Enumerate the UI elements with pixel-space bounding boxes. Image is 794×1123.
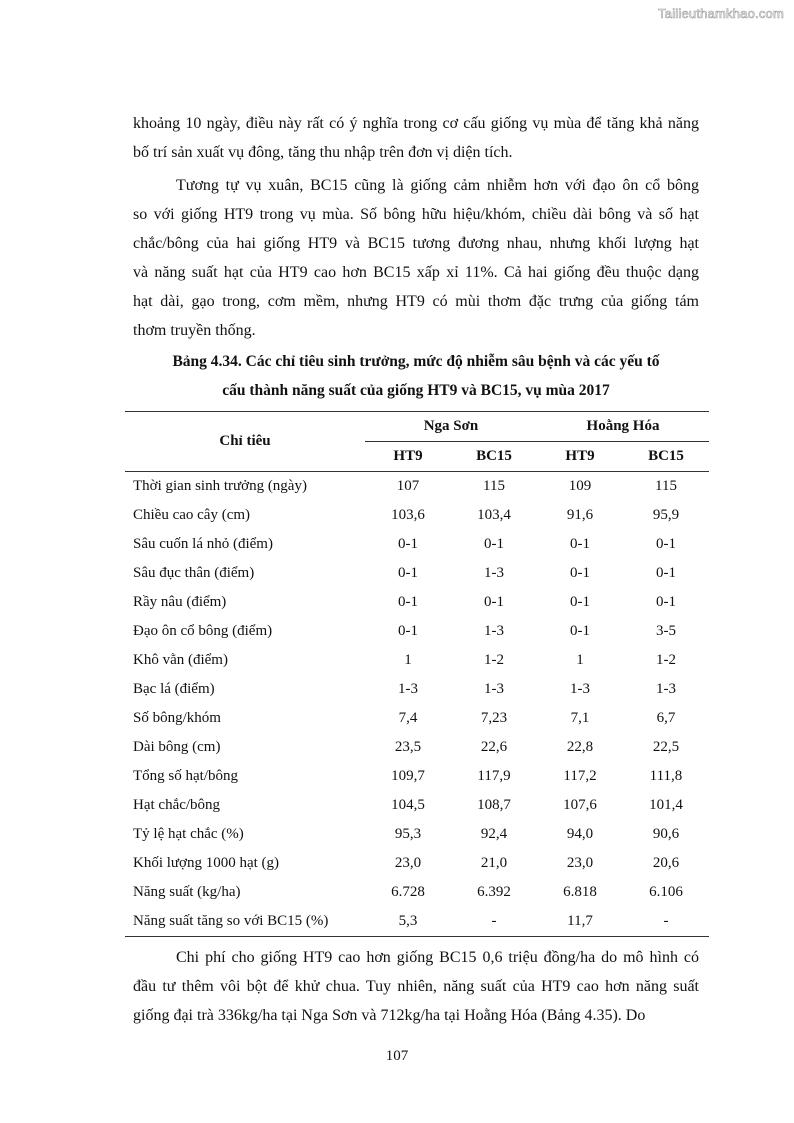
table-cell: 111,8: [649, 768, 683, 784]
row-label: Năng suất tăng so với BC15 (%): [125, 907, 365, 937]
text-line: hạt dài, gạo trong, cơm mềm, nhưng HT9 có mùi thơm đặc trưng của giống tám: [133, 293, 699, 310]
row-label: Bạc lá (điểm): [133, 681, 215, 697]
table-cell: 108,7: [477, 797, 511, 813]
table-cell: 1-3: [570, 681, 590, 697]
text-line: bố trí sản xuất vụ đông, tăng thu nhập trên đơn vị diện tích.: [133, 144, 513, 161]
table-cell: 6.728: [391, 884, 425, 900]
table-cell: 115: [483, 478, 505, 494]
page-content: [133, 109, 699, 1030]
caption-line: Bảng 4.34. Các chỉ tiêu sinh trưởng, mức độ nhiễm sâu bệnh và các yếu tố: [172, 353, 660, 370]
row-label: Khô vằn (điểm): [133, 652, 228, 668]
text-line: Chi phí cho giống HT9 cao hơn giống BC15 0,6 triệu đồng/ha do mô hình có: [176, 949, 699, 966]
text-line: so với giống HT9 trong vụ mùa. Số bông hữu hiệu/khóm, chiều dài bông và số hạt: [133, 206, 699, 223]
group-header-hoang-hoa: Hoằng Hóa: [537, 412, 709, 442]
table-row: [125, 762, 709, 791]
table-cell: 0-1: [570, 565, 590, 581]
table-row: [125, 704, 709, 733]
table-cell: 103,4: [477, 507, 511, 523]
row-label: Khối lượng 1000 hạt (g): [133, 855, 280, 871]
row-label: Số bông/khóm: [133, 710, 221, 726]
table-cell: 6.392: [477, 884, 511, 900]
table-row: [125, 849, 709, 878]
table-row: [125, 646, 709, 675]
table-row: [125, 733, 709, 762]
row-label: Rầy nâu (điểm): [133, 594, 227, 610]
table-cell: 3-5: [656, 623, 676, 639]
data-table: [125, 411, 709, 937]
table-cell: 1-3: [656, 681, 676, 697]
table-cell: 0-1: [398, 623, 418, 639]
table-cell: 7,1: [570, 710, 590, 726]
indicator-header: Chỉ tiêu: [125, 412, 365, 472]
table-cell: 0-1: [570, 536, 590, 552]
watermark: Tailieuthamkhao.com: [658, 6, 784, 21]
table-cell: 0-1: [570, 623, 590, 639]
row-label: Hạt chắc/bông: [133, 797, 221, 813]
row-label: Tổng số hạt/bông: [133, 768, 238, 784]
text-line: chắc/bông của hai giống HT9 và BC15 tương đương nhau, nhưng khối lượng hạt: [133, 235, 699, 252]
table-cell: 1-3: [484, 623, 504, 639]
table-row: [125, 501, 709, 530]
paragraph-3: [133, 943, 699, 1030]
table-cell: 117,9: [477, 768, 511, 784]
table-cell: 0-1: [398, 565, 418, 581]
table-cell: 0-1: [398, 536, 418, 552]
table-cell: 0-1: [570, 594, 590, 610]
table-cell: 6,7: [656, 710, 676, 726]
table-row: [125, 559, 709, 588]
text-line: khoảng 10 ngày, điều này rất có ý nghĩa trong cơ cấu giống vụ mùa để tăng khả năng: [133, 115, 699, 132]
row-label: Sâu cuốn lá nhỏ (điểm): [133, 536, 273, 552]
table-cell: 0-1: [656, 594, 676, 610]
table-cell: 1-2: [656, 652, 676, 668]
table-cell: 11,7: [537, 907, 623, 937]
table-cell: 22,6: [480, 739, 508, 755]
table-cell: 95,3: [394, 826, 422, 842]
row-label: Đạo ôn cổ bông (điểm): [133, 623, 273, 639]
text-line: và năng suất hạt của HT9 cao hơn BC15 xấp xỉ 11%. Cả hai giống đều thuộc dạng: [133, 264, 699, 281]
paragraph-1: [133, 109, 699, 167]
table-row: [125, 675, 709, 704]
paragraph-2: [133, 171, 699, 345]
table-cell: 109,7: [391, 768, 425, 784]
table-cell: 109: [568, 478, 592, 494]
table-row: [125, 588, 709, 617]
sub-header: HT9: [537, 442, 623, 472]
table-row: [125, 878, 709, 907]
table-row: [125, 472, 709, 502]
table-cell: 22,8: [566, 739, 594, 755]
table-cell: 117,2: [563, 768, 597, 784]
table-cell: 1: [576, 652, 584, 668]
row-label: Chiều cao cây (cm): [133, 507, 251, 523]
table-cell: 0-1: [398, 594, 418, 610]
table-cell: 21,0: [480, 855, 508, 871]
table-cell: 6.106: [649, 884, 683, 900]
table-cell: 23,5: [394, 739, 422, 755]
group-header-nga-son: Nga Sơn: [365, 412, 537, 442]
table-cell: -: [623, 907, 709, 937]
table-row: [125, 617, 709, 646]
table-cell: 5,3: [365, 907, 451, 937]
table-cell: 1: [404, 652, 412, 668]
table-row: [125, 820, 709, 849]
table-cell: 92,4: [480, 826, 508, 842]
text-line: thơm truyền thống.: [133, 322, 256, 339]
table-cell: 1-3: [484, 681, 504, 697]
table-cell: 101,4: [649, 797, 683, 813]
table-cell: 1-2: [484, 652, 504, 668]
sub-header: HT9: [365, 442, 451, 472]
page-number: 107: [385, 1048, 409, 1064]
table-caption: [133, 347, 699, 405]
caption-line: cấu thành năng suất của giống HT9 và BC15, vụ mùa 2017: [222, 382, 610, 399]
table-cell: 23,0: [394, 855, 422, 871]
table-cell: 94,0: [566, 826, 594, 842]
row-label: Dài bông (cm): [133, 739, 221, 755]
table-cell: 6.818: [563, 884, 597, 900]
table-cell: 95,9: [652, 507, 680, 523]
table-row: [125, 530, 709, 559]
table-cell: -: [451, 907, 537, 937]
table-cell: 107,6: [563, 797, 597, 813]
table-cell: 103,6: [391, 507, 425, 523]
table-cell: 1-3: [398, 681, 418, 697]
table-cell: 0-1: [656, 536, 676, 552]
table-cell: 115: [655, 478, 677, 494]
table-cell: 7,4: [398, 710, 418, 726]
row-label: Thời gian sinh trưởng (ngày): [133, 478, 307, 494]
row-label: Năng suất (kg/ha): [133, 884, 241, 900]
text-line: đầu tư thêm vôi bột để khử chua. Tuy nhiên, năng suất của HT9 cao hơn năng suất: [133, 978, 699, 995]
table-cell: 1-3: [484, 565, 504, 581]
table-cell: 20,6: [652, 855, 680, 871]
row-label: Sâu đục thân (điểm): [133, 565, 255, 581]
sub-header: BC15: [451, 442, 537, 472]
table-cell: 107: [396, 478, 420, 494]
table-cell: 22,5: [652, 739, 680, 755]
table-body: [125, 472, 709, 937]
table-cell: 0-1: [656, 565, 676, 581]
table-row: [125, 907, 709, 937]
row-label: Tỷ lệ hạt chắc (%): [133, 826, 244, 842]
table-cell: 7,23: [480, 710, 508, 726]
table-cell: 0-1: [484, 536, 504, 552]
table-cell: 91,6: [566, 507, 594, 523]
text-line: Tương tự vụ xuân, BC15 cũng là giống cảm nhiễm hơn với đạo ôn cổ bông: [176, 177, 699, 194]
table-cell: 90,6: [652, 826, 680, 842]
table-cell: 104,5: [391, 797, 425, 813]
table-cell: 0-1: [484, 594, 504, 610]
table-row: [125, 791, 709, 820]
table-cell: 23,0: [566, 855, 594, 871]
sub-header: BC15: [623, 442, 709, 472]
text-line: giống đại trà 336kg/ha tại Nga Sơn và 712kg/ha tại Hoằng Hóa (Bảng 4.35). Do: [133, 1007, 646, 1024]
